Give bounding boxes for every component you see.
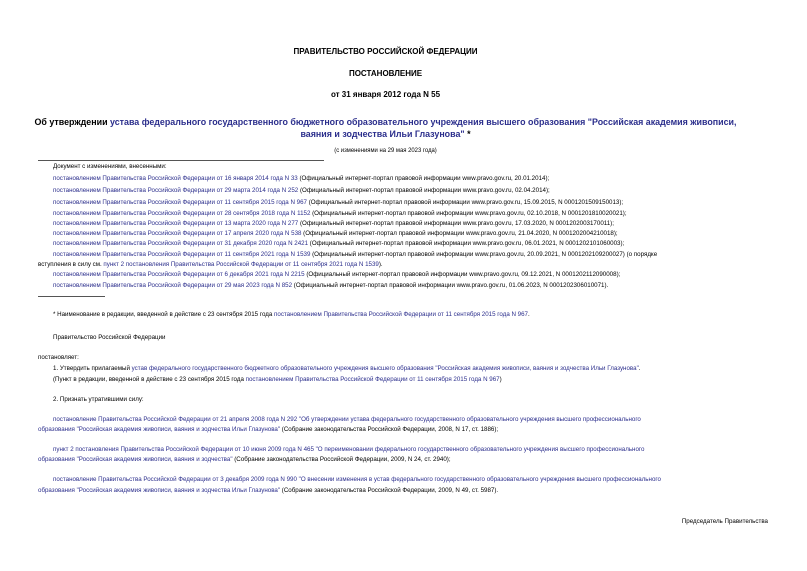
repealed-item-1-line1 xyxy=(53,416,641,423)
title-prefix: Об утверждении xyxy=(34,117,111,127)
continuation-link[interactable]: пункт 2 постановления Правительства Российской Федерации от 11 сентября 2021 года N 1539 xyxy=(103,261,379,268)
amendment-text: (Официальный интернет-портал правовой информации www.pravo.gov.ru, 17.03.2020, N 0001202003170011); xyxy=(298,220,614,227)
amendment-link[interactable]: постановлением Правительства Российской Федерации от 11 сентября 2021 года N 1539 xyxy=(53,251,311,258)
paragraph-1-note xyxy=(53,376,502,383)
amendment-link[interactable]: постановлением Правительства Российской Федерации от 31 декабря 2020 года N 2421 xyxy=(53,240,309,247)
repealed-item-1-line2 xyxy=(38,426,498,433)
amendment-text: (Официальный интернет-портал правовой информации www.pravo.gov.ru, 15.09.2015, N 0001201509150013); xyxy=(306,199,624,206)
repealed-item-2-line2 xyxy=(38,456,451,463)
amendment-link[interactable]: постановлением Правительства Российской Федерации от 28 сентября 2018 года N 1152 xyxy=(53,210,311,217)
footnote-text: * Наименование в редакции, введенной в действие с 23 сентября 2015 года xyxy=(53,311,275,318)
repealed-item-3-line1 xyxy=(53,476,661,483)
government-line: Правительство Российской Федерации xyxy=(53,334,166,341)
amendment-link[interactable]: постановлением Правительства Российской Федерации от 16 января 2014 года N 33 xyxy=(53,175,298,182)
amendment-text: (Официальный интернет-портал правовой информации www.pravo.gov.ru, 02.04.2014); xyxy=(298,187,550,194)
amendment-text: (Официальный интернет-портал правовой информации www.pravo.gov.ru, 20.09.2021, N 0001202109200027) (о порядке xyxy=(310,251,658,258)
title-charter-link-cont[interactable]: ваяния и зодчества Ильи Глазунова" xyxy=(300,129,465,139)
title-charter-link[interactable]: устава федерального государственного бюджетного образовательного учреждения высшего образования "Российская академия живописи, xyxy=(110,117,737,127)
divider-footnote xyxy=(38,296,105,297)
p1-text: 1. Утвердить прилагаемый xyxy=(53,365,132,372)
amendment-item xyxy=(53,271,620,278)
amendment-link[interactable]: постановлением Правительства Российской Федерации от 29 марта 2014 года N 252 xyxy=(53,187,299,194)
amendment-link[interactable]: постановлением Правительства Российской Федерации от 6 декабря 2021 года N 2215 xyxy=(53,271,305,278)
amendment-item xyxy=(53,199,623,206)
p1-end: . xyxy=(638,365,641,372)
amendment-text: (Официальный интернет-портал правовой информации www.pravo.gov.ru, 21.04.2020, N 0001202004210018); xyxy=(301,230,618,237)
repealed-link[interactable]: образования "Российская академия живописи, ваяния и зодчества Ильи Глазунова" xyxy=(38,487,281,494)
repealed-text: (Собрание законодательства Российской Федерации, 2008, N 17, ст. 1886); xyxy=(280,426,499,433)
amendment-link[interactable]: постановлением Правительства Российской Федерации от 11 сентября 2015 года N 967 xyxy=(53,199,307,206)
amendment-text: (Официальный интернет-портал правовой информации www.pravo.gov.ru, 02.10.2018, N 0001201810020021); xyxy=(310,210,627,217)
resolves-line: постановляет: xyxy=(38,354,79,361)
paragraph-2: 2. Признать утратившими силу: xyxy=(53,396,144,403)
continuation-text: вступления в силу см. xyxy=(38,261,104,268)
p1-charter-link[interactable]: устав федерального государственного бюджетного образовательного учреждения высшего образования "Российская академия живописи, ваяния и зодчества Ильи Глазунова" xyxy=(131,365,639,372)
footnote-link[interactable]: постановлением Правительства Российской Федерации от 11 сентября 2015 года N 967 xyxy=(274,311,528,318)
repealed-link[interactable]: пункт 2 постановления Правительства Российской Федерации от 10 июня 2009 года N 465 "О переименовании федерального государственного образовательного учреждения высшего профессионального xyxy=(53,446,645,453)
amendment-item xyxy=(53,187,550,194)
amendment-item xyxy=(53,175,549,182)
amendment-item xyxy=(53,251,657,258)
p1-note-link[interactable]: постановлением Правительства Российской Федерации от 11 сентября 2015 года N 967 xyxy=(245,376,500,383)
divider-top xyxy=(38,160,324,161)
repealed-text: (Собрание законодательства Российской Федерации, 2009, N 49, ст. 5987). xyxy=(280,487,499,494)
document-title-line2 xyxy=(0,129,771,139)
repealed-link[interactable]: образования "Российская академия живописи, ваяния и зодчества" xyxy=(38,456,233,463)
amendment-link[interactable]: постановлением Правительства Российской Федерации от 29 мая 2023 года N 852 xyxy=(53,282,293,289)
repealed-link[interactable]: постановление Правительства Российской Федерации от 21 апреля 2008 года N 292 "Об утверждении устава федерального государственного образовательного учреждения высшего профессионального xyxy=(53,416,641,423)
document-title-line1 xyxy=(0,117,771,127)
paragraph-1 xyxy=(53,365,641,372)
amendment-link[interactable]: постановлением Правительства Российской Федерации от 13 марта 2020 года N 277 xyxy=(53,220,299,227)
signature: Председатель Правительства xyxy=(681,518,768,525)
amendment-text: (Официальный интернет-портал правовой информации www.pravo.gov.ru, 09.12.2021, N 0001202112090008); xyxy=(304,271,621,278)
footnote-end: . xyxy=(528,311,530,318)
repealed-text: (Собрание законодательства Российской Федерации, 2009, N 24, ст. 2940); xyxy=(232,456,451,463)
p1-note-text: (Пункт в редакции, введенной в действие с 23 сентября 2015 года xyxy=(53,376,246,383)
amendment-item xyxy=(53,282,608,289)
document-date-number: от 31 января 2012 года N 55 xyxy=(330,89,441,99)
amendment-item xyxy=(53,220,614,227)
repealed-link[interactable]: образования "Российская академия живописи, ваяния и зодчества Ильи Глазунова" xyxy=(38,426,281,433)
repealed-link[interactable]: постановление Правительства Российской Федерации от 3 декабря 2009 года N 990 "О внесении изменения в устав федерального государственного образовательного учреждения высшего профессионального xyxy=(53,476,661,483)
amendment-item xyxy=(53,240,624,247)
title-suffix: * xyxy=(464,129,471,139)
repealed-item-2-line1 xyxy=(53,446,644,453)
revision-note: (с изменениями на 29 мая 2023 года) xyxy=(334,147,437,154)
footnote xyxy=(53,311,530,318)
amendment-link[interactable]: постановлением Правительства Российской Федерации от 17 апреля 2020 года N 538 xyxy=(53,230,302,237)
p1-note-end: ) xyxy=(499,376,502,383)
amendment-continuation xyxy=(38,261,383,268)
amendment-text: (Официальный интернет-портал правовой информации www.pravo.gov.ru, 01.06.2023, N 0001202306010071). xyxy=(292,282,609,289)
amendment-text: (Официальный интернет-портал правовой информации www.pravo.gov.ru, 06.01.2021, N 0001202101060003); xyxy=(308,240,625,247)
amendment-item xyxy=(53,230,618,237)
amendment-item xyxy=(53,210,627,217)
government-heading: ПРАВИТЕЛЬСТВО РОССИЙСКОЙ ФЕДЕРАЦИИ xyxy=(293,46,478,56)
amendment-text: (Официальный интернет-портал правовой информации www.pravo.gov.ru, 20.01.2014); xyxy=(297,175,550,182)
repealed-item-3-line2 xyxy=(38,487,498,494)
continuation-end: ). xyxy=(378,261,383,268)
amendments-intro: Документ с изменениями, внесенными: xyxy=(53,163,167,170)
document-type: ПОСТАНОВЛЕНИЕ xyxy=(348,68,423,78)
